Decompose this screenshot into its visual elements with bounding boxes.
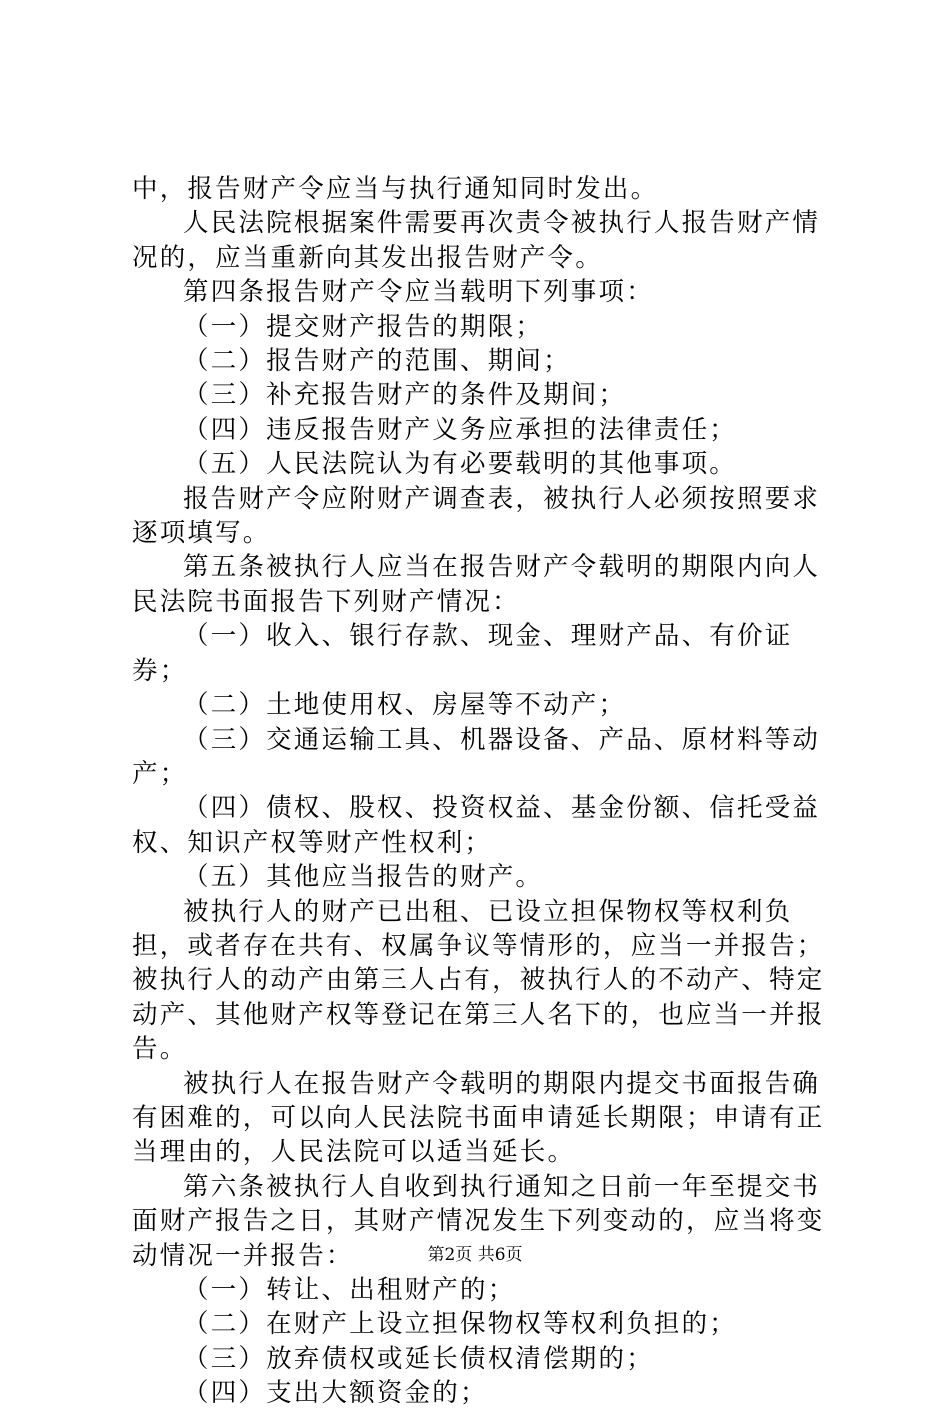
list-item: （五）其他应当报告的财产。 (183, 862, 544, 893)
list-item: （四）支出大额资金的； (183, 1378, 488, 1409)
list-item: （一）提交财产报告的期限； (183, 311, 544, 342)
article-5-heading: 第五条被执行人应当在报告财产令载明的期限内向人民法院书面报告下列财产情况： (132, 552, 821, 617)
paragraph: 报告财产令应附财产调查表，被执行人必须按照要求逐项填写。 (132, 483, 821, 549)
list-item: （三）交通运输工具、机器设备、产品、原材料等动产； (132, 724, 821, 789)
paragraph-continuation: 中，报告财产令应当与执行通知同时发出。 (132, 174, 659, 204)
page-number: 第2页 共6页 (427, 1245, 523, 1265)
list-item: （三）放弃债权或延长债权清偿期的； (183, 1343, 654, 1374)
list-item: （一）转让、出租财产的； (183, 1275, 516, 1305)
list-item: （一）收入、银行存款、现金、理财产品、有价证券； (132, 621, 793, 686)
list-item: （二）在财产上设立担保物权等权利负担的； (183, 1309, 738, 1340)
list-item: （三）补充报告财产的条件及期间； (183, 380, 627, 411)
article-6-heading: 第六条被执行人自收到执行通知之日前一年至提交书面财产报告之日，其财产情况发生下列变动的，应当将变动情况一并报告： (132, 1171, 825, 1271)
list-item: （二）报告财产的范围、期间； (183, 346, 571, 377)
list-item: （四）违反报告财产义务应承担的法律责任； (183, 414, 738, 445)
paragraph: 人民法院根据案件需要再次责令被执行人报告财产情况的，应当重新向其发出报告财产令。 (132, 208, 821, 273)
list-item: （四）债权、股权、投资权益、基金份额、信托受益权、知识产权等财产性权利； (132, 793, 821, 858)
article-4-heading: 第四条报告财产令应当载明下列事项： (183, 277, 654, 308)
list-item: （五）人民法院认为有必要载明的其他事项。 (183, 449, 738, 480)
list-item: （二）土地使用权、房屋等不动产； (183, 690, 627, 721)
paragraph: 被执行人的财产已出租、已设立担保物权等权利负担，或者存在共有、权属争议等情形的，应当一并报告；被执行人的动产由第三人占有，被执行人的不动产、特定动产、其他财产权等登记在第三人名下的，也应当一并报告。 (132, 896, 825, 1065)
document-body (132, 172, 832, 1411)
paragraph: 被执行人在报告财产令载明的期限内提交书面报告确有困难的，可以向人民法院书面申请延长期限；申请有正当理由的，人民法院可以适当延长。 (132, 1068, 825, 1168)
